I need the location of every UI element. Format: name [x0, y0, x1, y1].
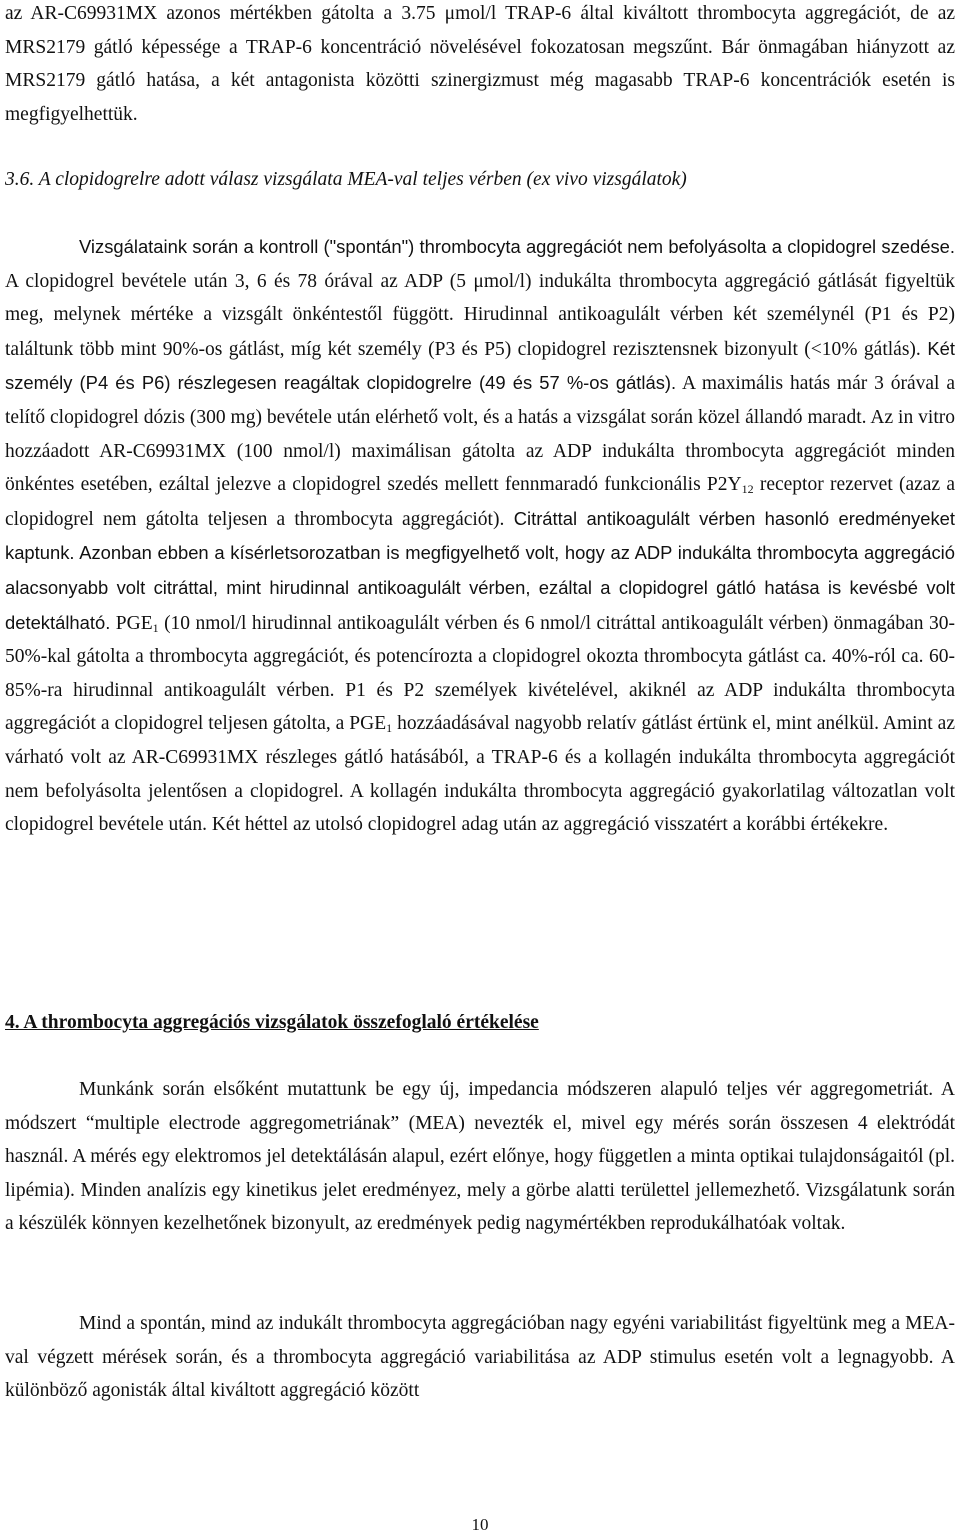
section-3-6-heading-text: 3.6. A clopidogrelre adott válasz vizsgálata MEA-val teljes vérben (ex vivo vizsgálatok): [5, 169, 687, 190]
subscript-pge1-first: 1: [152, 620, 159, 635]
intro-paragraph: [5, 0, 955, 131]
body-segment-d: A maximális hatás már 3 órával a telítő clopidogrel dózis (300 mg) bevétele után elérhető volt, és a hatás a vizsgálat során közel állandó maradt.: [5, 373, 955, 428]
page-number: 10: [471, 1515, 489, 1534]
body-segment-k: hozzáadásával nagyobb relatív gátlást értünk el, mint anélkül.: [392, 713, 880, 735]
body-segment-b: A clopidogrel bevétele után 3, 6 és 78 órával az ADP (5 μmol/l) indukálta thrombocyta aggregáció gátlását figyeltük meg, melynek mértéke a vizsgált önkéntestől függött. Hirudinnal antikoagulált vérben két személynél (P1 és P2) találtunk több mint 90%-os gátlást, míg két személy (P3 és P5) clopidogrel rezisztensnek bizonyult (<10% gátlás).: [5, 270, 955, 360]
body-segment-h: PGE: [110, 612, 153, 634]
body-segment-e: Az in vitro hozzáadott AR-C69931MX (100 nmol/l) maximálisan gátolta az ADP indukálta thrombocyta aggregációt minden önkéntes esetében, ezáltal jelezve a clopidogrel szedés mellett fennmaradó funkcionális P2Y: [5, 406, 955, 496]
body-segment-j: P1 és P2 személyek kivételével, akiknél az ADP indukálta thrombocyta aggregációt a clopidogrel teljesen gátolta, a PGE: [5, 679, 955, 735]
body-segment-g: Citráttal antikoagulált vérben hasonló eredményeket kaptunk. Azonban ebben a kísérletsorozatban is megfigyelhető volt, hogy az ADP indukálta thrombocyta aggregáció alacsonyabb volt citráttal, mint hirudinnal antikoagulált vérben, ezáltal a clopidogrel gátló hatása is kevésbé volt detektálható.: [5, 507, 956, 633]
subscript-p2y12: 12: [741, 482, 754, 497]
section-3-6-heading: [5, 163, 955, 197]
body-segment-f: receptor rezervet (azaz a clopidogrel nem gátolta teljesen a thrombocyta aggregációt).: [5, 474, 956, 530]
intro-text: az AR-C69931MX azonos mértékben gátolta a 3.75 μmol/l TRAP-6 által kiváltott thrombocyta aggregációt, de az MRS2179 gátló képessége a TRAP-6 koncentráció növelésével fokozatosan megszűnt. Bár önmagában hiányzott az MRS2179 gátló hatása, a két antagonista közötti szinergizmust még magasabb TRAP-6 koncentrációk esetén is megfigyelhettük.: [5, 3, 955, 125]
section-4-p2-text: Mind a spontán, mind az indukált thrombocyta aggregációban nagy egyéni variabilitást figyeltünk meg a MEA-val végzett mérések során, és a thrombocyta aggregáció variabilitása az ADP stimulus esetén volt a legnagyobb. A különböző agonisták által kiváltott aggregáció között: [5, 1313, 955, 1402]
subscript-pge1-second: 1: [386, 721, 393, 736]
body-segment-i: (10 nmol/l hirudinnal antikoagulált vérben és 6 nmol/l citráttal antikoagulált vérben) önmagában 30-50%-kal gátolta a thrombocyta aggregációt, és potencírozta a clopidogrel okozta thrombocyta gátlást ca. 40%-ról ca. 60-85%-ra hirudinnal antikoagulált vérben.: [5, 612, 955, 701]
section-4-heading-text: 4. A thrombocyta aggregációs vizsgálatok összefoglaló értékelése: [5, 1012, 539, 1033]
body-segment-a: Vizsgálataink során a kontroll ("spontán") thrombocyta aggregációt nem befolyásolta a clopidogrel szedése.: [79, 236, 955, 257]
section-4-paragraph-2: [5, 1307, 955, 1408]
section-4-heading: [5, 1006, 955, 1040]
body-segment-c: Két személy (P4 és P6) részlegesen reagáltak clopidogrelre (49 és 57 %-os gátlás).: [5, 337, 956, 394]
section-3-6-body: [5, 230, 955, 842]
section-4-paragraph-1: [5, 1073, 955, 1241]
body-segment-l: Amint az várható volt az AR-C69931MX részleges gátló hatásából, a TRAP-6 és a kollagén indukálta thrombocyta aggregációt nem befolyásolta jelentősen a clopidogrel. A kollagén indukálta thrombocyta aggregáció gyakorlatilag változatlan volt clopidogrel bevétele után. Két héttel az utolsó clopidogrel adag után az aggregáció visszatért a korábbi értékekre.: [5, 713, 955, 836]
section-4-p1-text: Munkánk során elsőként mutattunk be egy új, impedancia módszeren alapuló teljes vér aggregometriát. A módszert “multiple electrode aggregometriának” (MEA) nevezték el, mivel egy mérés során összesen 4 elektródát használ. A mérés egy elektromos jel detektálásán alapul, ezért előnye, hogy független a minta optikai tulajdonságaitól (pl. lipémia). Minden analízis egy kinetikus jelet eredményez, mely a görbe alatti területtel jellemezhető. Vizsgálatunk során a készülék könnyen kezelhetőnek bizonyult, az eredmények pedig nagymértékben reprodukálhatóak voltak.: [5, 1079, 955, 1235]
